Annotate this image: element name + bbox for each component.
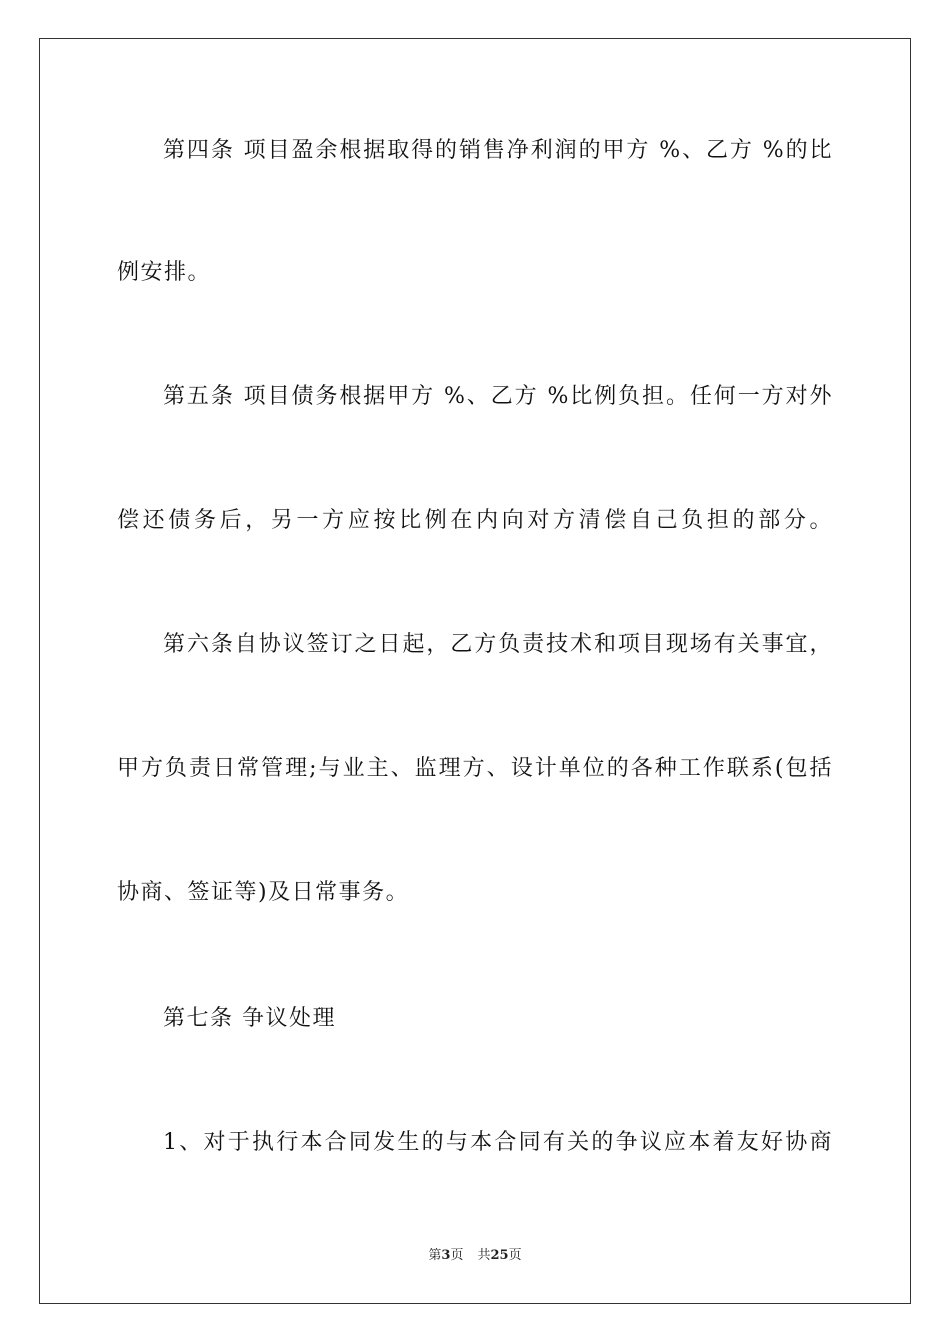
- total-page-count: 25: [490, 1248, 509, 1263]
- page-number-prefix: 第: [428, 1248, 442, 1263]
- total-pages-suffix: 页: [508, 1248, 522, 1263]
- current-page-number: 3: [441, 1248, 451, 1263]
- paragraph-article-6-line-2: 甲方负责日常管理;与业主、监理方、设计单位的各种工作联系(包括: [117, 756, 833, 781]
- page-number-suffix: 页: [450, 1248, 464, 1263]
- paragraph-article-4-line-2: 例安排。: [117, 260, 212, 285]
- paragraph-article-5-line-2: 偿还债务后，另一方应按比例在内向对方清偿自己负担的部分。: [117, 508, 833, 533]
- paragraph-article-6-line-3: 协商、签证等)及日常事务。: [117, 880, 410, 905]
- paragraph-article-5-line-1: 第五条 项目债务根据甲方 %、乙方 %比例负担。任何一方对外: [163, 384, 833, 409]
- total-pages-prefix: 共: [477, 1248, 491, 1263]
- page-border: [39, 38, 911, 1304]
- paragraph-article-6-line-1: 第六条自协议签订之日起，乙方负责技术和项目现场有关事宜，: [163, 632, 833, 657]
- article-7-heading: 第七条 争议处理: [163, 1006, 336, 1031]
- paragraph-article-4-line-1: 第四条 项目盈余根据取得的销售净利润的甲方 %、乙方 %的比: [163, 138, 833, 163]
- page-footer: [0, 1246, 950, 1266]
- paragraph-article-7-item-1-line-1: 1、对于执行本合同发生的与本合同有关的争议应本着友好协商: [163, 1130, 833, 1155]
